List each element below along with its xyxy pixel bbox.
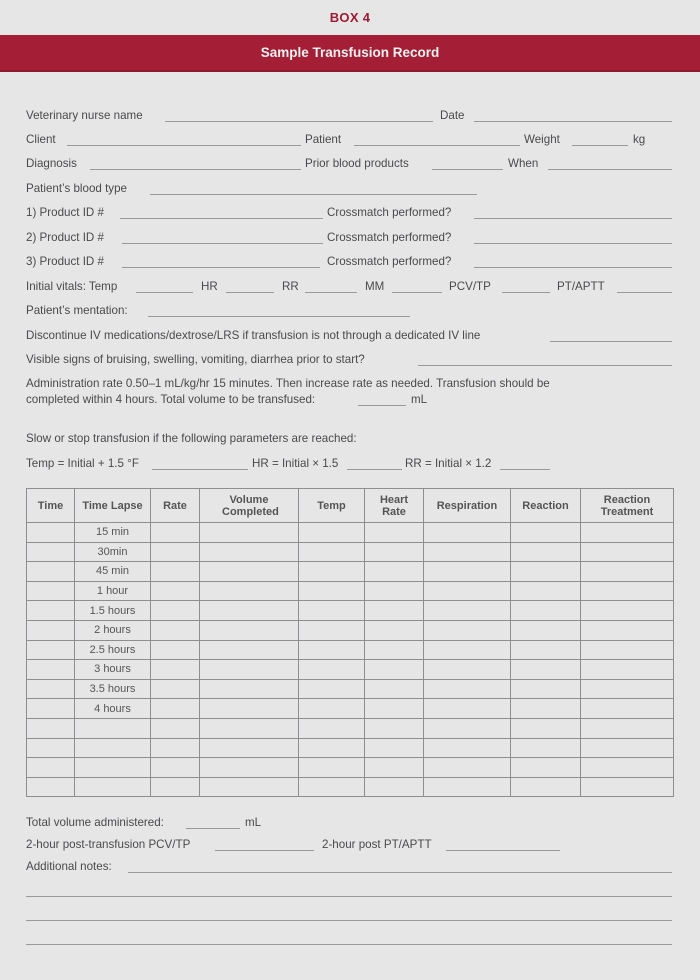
header-volume-completed: Volume Completed (200, 489, 299, 523)
post-pcv-label: 2-hour post-transfusion PCV/TP (26, 838, 191, 851)
cell-temp[interactable] (299, 777, 365, 797)
pcv-label: PCV/TP (449, 280, 491, 293)
cell-heart-rate[interactable] (365, 581, 424, 601)
cell-temp[interactable] (299, 523, 365, 543)
cell-temp[interactable] (299, 640, 365, 660)
cell-time[interactable] (27, 758, 75, 778)
pcv-field[interactable] (502, 292, 550, 293)
notes-line-2[interactable] (26, 896, 672, 897)
product2-field[interactable] (122, 243, 323, 244)
table-row (27, 738, 674, 758)
cell-time-lapse: 30min (75, 542, 151, 562)
table-row (27, 620, 674, 640)
cell-rate[interactable] (151, 679, 200, 699)
cell-reaction[interactable] (511, 542, 581, 562)
cell-volume-completed[interactable] (200, 758, 299, 778)
cell-temp[interactable] (299, 601, 365, 621)
cell-time[interactable] (27, 777, 75, 797)
cell-reaction[interactable] (511, 523, 581, 543)
cell-time[interactable] (27, 640, 75, 660)
product2-label: 2) Product ID # (26, 231, 104, 244)
date-label: Date (440, 109, 465, 122)
header-time-lapse: Time Lapse (75, 489, 151, 523)
cell-time-lapse: 1.5 hours (75, 601, 151, 621)
kg-unit: kg (633, 133, 646, 146)
visible-signs-label: Visible signs of bruising, swelling, vomiting, diarrhea prior to start? (26, 353, 365, 366)
cell-time-lapse: 45 min (75, 562, 151, 582)
product3-field[interactable] (122, 267, 320, 268)
cell-reaction[interactable] (511, 718, 581, 738)
cell-heart-rate[interactable] (365, 758, 424, 778)
title-bar (0, 35, 700, 72)
hr-param-label: HR = Initial × 1.5 (252, 457, 339, 470)
cell-time[interactable] (27, 620, 75, 640)
prior-label: Prior blood products (305, 157, 409, 170)
table-row (27, 523, 674, 543)
rr-field[interactable] (305, 292, 357, 293)
cell-temp[interactable] (299, 542, 365, 562)
cell-volume-completed[interactable] (200, 777, 299, 797)
header-time: Time (27, 489, 75, 523)
cell-respiration[interactable] (424, 660, 511, 680)
cell-heart-rate[interactable] (365, 738, 424, 758)
rr-label: RR (282, 280, 299, 293)
rr-param-label: RR = Initial × 1.2 (405, 457, 492, 470)
cell-time[interactable] (27, 699, 75, 719)
cell-reaction[interactable] (511, 777, 581, 797)
cell-rate[interactable] (151, 660, 200, 680)
vitals-temp-field[interactable] (136, 292, 193, 293)
cell-heart-rate[interactable] (365, 679, 424, 699)
cell-rate[interactable] (151, 699, 200, 719)
cell-heart-rate[interactable] (365, 660, 424, 680)
form-title: Sample Transfusion Record (260, 45, 440, 60)
notes-line-1[interactable] (128, 872, 672, 873)
cell-respiration[interactable] (424, 718, 511, 738)
cell-rate[interactable] (151, 758, 200, 778)
cell-respiration[interactable] (424, 562, 511, 582)
cell-temp[interactable] (299, 679, 365, 699)
cell-respiration[interactable] (424, 758, 511, 778)
cell-volume-completed[interactable] (200, 581, 299, 601)
crossmatch3-label: Crossmatch performed? (327, 255, 452, 268)
cell-time[interactable] (27, 523, 75, 543)
cell-reaction[interactable] (511, 758, 581, 778)
table-row (27, 640, 674, 660)
cell-time-lapse: 3.5 hours (75, 679, 151, 699)
prior-field[interactable] (432, 169, 503, 170)
notes-line-3[interactable] (26, 920, 672, 921)
nurse-label: Veterinary nurse name (26, 109, 143, 122)
header-respiration: Respiration (424, 489, 511, 523)
cell-volume-completed[interactable] (200, 601, 299, 621)
cell-rate[interactable] (151, 542, 200, 562)
when-field[interactable] (548, 169, 672, 170)
cell-temp[interactable] (299, 660, 365, 680)
cell-volume-completed[interactable] (200, 542, 299, 562)
cell-reaction-treatment[interactable] (581, 777, 674, 797)
cell-reaction-treatment[interactable] (581, 542, 674, 562)
notes-label: Additional notes: (26, 860, 112, 873)
table-row (27, 758, 674, 778)
header-temp: Temp (299, 489, 365, 523)
discontinue-field[interactable] (550, 341, 672, 342)
cell-volume-completed[interactable] (200, 660, 299, 680)
cell-respiration[interactable] (424, 542, 511, 562)
header-heart-rate: Heart Rate (365, 489, 424, 523)
cell-volume-completed[interactable] (200, 523, 299, 543)
crossmatch1-field[interactable] (474, 218, 672, 219)
header-rate: Rate (151, 489, 200, 523)
post-pt-field[interactable] (446, 850, 560, 851)
ptaptt-label: PT/APTT (557, 280, 605, 293)
cell-temp[interactable] (299, 620, 365, 640)
cell-rate[interactable] (151, 601, 200, 621)
table-header-row (27, 489, 674, 523)
cell-reaction-treatment[interactable] (581, 620, 674, 640)
cell-time-lapse: 1 hour (75, 581, 151, 601)
cell-time-lapse (75, 758, 151, 778)
visible-signs-field[interactable] (418, 365, 672, 366)
cell-respiration[interactable] (424, 699, 511, 719)
cell-heart-rate[interactable] (365, 562, 424, 582)
table-row (27, 562, 674, 582)
cell-respiration[interactable] (424, 620, 511, 640)
admin-rate-text: Administration rate 0.50–1 mL/kg/hr 15 minutes. Then increase rate as needed. Transfusion should be (26, 377, 550, 390)
cell-reaction-treatment[interactable] (581, 718, 674, 738)
cell-time-lapse: 3 hours (75, 660, 151, 680)
cell-rate[interactable] (151, 523, 200, 543)
cell-reaction[interactable] (511, 581, 581, 601)
cell-respiration[interactable] (424, 777, 511, 797)
mentation-label: Patient’s mentation: (26, 304, 128, 317)
cell-heart-rate[interactable] (365, 640, 424, 660)
table-row (27, 581, 674, 601)
product3-label: 3) Product ID # (26, 255, 104, 268)
cell-rate[interactable] (151, 562, 200, 582)
client-label: Client (26, 133, 56, 146)
cell-heart-rate[interactable] (365, 718, 424, 738)
hr-field[interactable] (226, 292, 274, 293)
table-row (27, 699, 674, 719)
vitals-temp-label: Initial vitals: Temp (26, 280, 118, 293)
cell-heart-rate[interactable] (365, 777, 424, 797)
cell-reaction[interactable] (511, 699, 581, 719)
cell-respiration[interactable] (424, 679, 511, 699)
cell-time-lapse (75, 777, 151, 797)
cell-respiration[interactable] (424, 601, 511, 621)
cell-time-lapse: 2 hours (75, 620, 151, 640)
nurse-field[interactable] (165, 121, 433, 122)
cell-reaction-treatment[interactable] (581, 640, 674, 660)
cell-respiration[interactable] (424, 738, 511, 758)
blood-type-label: Patient’s blood type (26, 182, 127, 195)
cell-temp[interactable] (299, 581, 365, 601)
cell-volume-completed[interactable] (200, 679, 299, 699)
table-row (27, 718, 674, 738)
mentation-field[interactable] (148, 316, 410, 317)
cell-heart-rate[interactable] (365, 542, 424, 562)
patient-label: Patient (305, 133, 342, 146)
cell-time[interactable] (27, 542, 75, 562)
cell-rate[interactable] (151, 640, 200, 660)
cell-volume-completed[interactable] (200, 718, 299, 738)
cell-reaction-treatment[interactable] (581, 581, 674, 601)
cell-heart-rate[interactable] (365, 601, 424, 621)
temp-param-field[interactable] (152, 469, 248, 470)
admin-total-text: completed within 4 hours. Total volume to be transfused: (26, 393, 316, 406)
cell-respiration[interactable] (424, 523, 511, 543)
total-ml-unit: mL (245, 816, 262, 829)
cell-rate[interactable] (151, 581, 200, 601)
crossmatch2-field[interactable] (474, 243, 672, 244)
weight-field[interactable] (572, 145, 628, 146)
cell-time-lapse: 4 hours (75, 699, 151, 719)
cell-time-lapse: 15 min (75, 523, 151, 543)
cell-volume-completed[interactable] (200, 640, 299, 660)
cell-time[interactable] (27, 738, 75, 758)
cell-reaction[interactable] (511, 601, 581, 621)
cell-volume-completed[interactable] (200, 738, 299, 758)
cell-reaction-treatment[interactable] (581, 562, 674, 582)
post-pt-label: 2-hour post PT/APTT (322, 838, 432, 851)
cell-rate[interactable] (151, 777, 200, 797)
ptaptt-field[interactable] (617, 292, 672, 293)
cell-volume-completed[interactable] (200, 699, 299, 719)
cell-reaction[interactable] (511, 640, 581, 660)
header-reaction-treatment: Reaction Treatment (581, 489, 674, 523)
cell-respiration[interactable] (424, 640, 511, 660)
total-to-transfuse-field[interactable] (358, 405, 406, 406)
cell-volume-completed[interactable] (200, 562, 299, 582)
cell-reaction[interactable] (511, 738, 581, 758)
cell-volume-completed[interactable] (200, 620, 299, 640)
cell-reaction-treatment[interactable] (581, 660, 674, 680)
notes-line-4[interactable] (26, 944, 672, 945)
hr-label: HR (201, 280, 218, 293)
blood-type-field[interactable] (150, 194, 477, 195)
discontinue-label: Discontinue IV medications/dextrose/LRS if transfusion is not through a dedicated IV line (26, 329, 481, 342)
cell-reaction-treatment[interactable] (581, 679, 674, 699)
weight-label: Weight (524, 133, 560, 146)
post-pcv-field[interactable] (215, 850, 314, 851)
cell-reaction[interactable] (511, 679, 581, 699)
transfusion-table (26, 488, 674, 797)
patient-field[interactable] (354, 145, 520, 146)
cell-temp[interactable] (299, 738, 365, 758)
cell-reaction-treatment[interactable] (581, 699, 674, 719)
cell-reaction-treatment[interactable] (581, 601, 674, 621)
cell-time-lapse (75, 738, 151, 758)
mm-field[interactable] (392, 292, 442, 293)
cell-time[interactable] (27, 581, 75, 601)
cell-heart-rate[interactable] (365, 620, 424, 640)
crossmatch1-label: Crossmatch performed? (327, 206, 452, 219)
diagnosis-label: Diagnosis (26, 157, 77, 170)
table-row (27, 542, 674, 562)
diagnosis-field[interactable] (90, 169, 301, 170)
temp-param-label: Temp = Initial + 1.5 °F (26, 457, 139, 470)
cell-heart-rate[interactable] (365, 699, 424, 719)
cell-temp[interactable] (299, 699, 365, 719)
table-row (27, 777, 674, 797)
box-label: BOX 4 (329, 10, 371, 25)
crossmatch3-field[interactable] (474, 267, 672, 268)
cell-rate[interactable] (151, 718, 200, 738)
cell-reaction[interactable] (511, 620, 581, 640)
cell-temp[interactable] (299, 758, 365, 778)
client-field[interactable] (67, 145, 301, 146)
cell-time[interactable] (27, 562, 75, 582)
cell-rate[interactable] (151, 620, 200, 640)
cell-heart-rate[interactable] (365, 523, 424, 543)
cell-time[interactable] (27, 601, 75, 621)
cell-respiration[interactable] (424, 581, 511, 601)
cell-time-lapse (75, 718, 151, 738)
cell-temp[interactable] (299, 562, 365, 582)
cell-time-lapse: 2.5 hours (75, 640, 151, 660)
cell-time[interactable] (27, 718, 75, 738)
cell-time[interactable] (27, 679, 75, 699)
cell-reaction[interactable] (511, 660, 581, 680)
cell-reaction-treatment[interactable] (581, 523, 674, 543)
cell-reaction-treatment[interactable] (581, 738, 674, 758)
mm-label: MM (365, 280, 385, 293)
total-administered-field[interactable] (186, 828, 240, 829)
cell-rate[interactable] (151, 738, 200, 758)
hr-param-field[interactable] (347, 469, 402, 470)
rr-param-field[interactable] (500, 469, 550, 470)
table-row (27, 660, 674, 680)
when-label: When (508, 157, 539, 170)
product1-label: 1) Product ID # (26, 206, 104, 219)
header-reaction: Reaction (511, 489, 581, 523)
crossmatch2-label: Crossmatch performed? (327, 231, 452, 244)
product1-field[interactable] (120, 218, 323, 219)
total-administered-label: Total volume administered: (26, 816, 164, 829)
cell-time[interactable] (27, 660, 75, 680)
admin-ml-unit: mL (411, 393, 428, 406)
table-row (27, 679, 674, 699)
date-field[interactable] (474, 121, 672, 122)
cell-reaction[interactable] (511, 562, 581, 582)
cell-reaction-treatment[interactable] (581, 758, 674, 778)
table-row (27, 601, 674, 621)
cell-temp[interactable] (299, 718, 365, 738)
slow-stop-text: Slow or stop transfusion if the following parameters are reached: (26, 432, 357, 445)
